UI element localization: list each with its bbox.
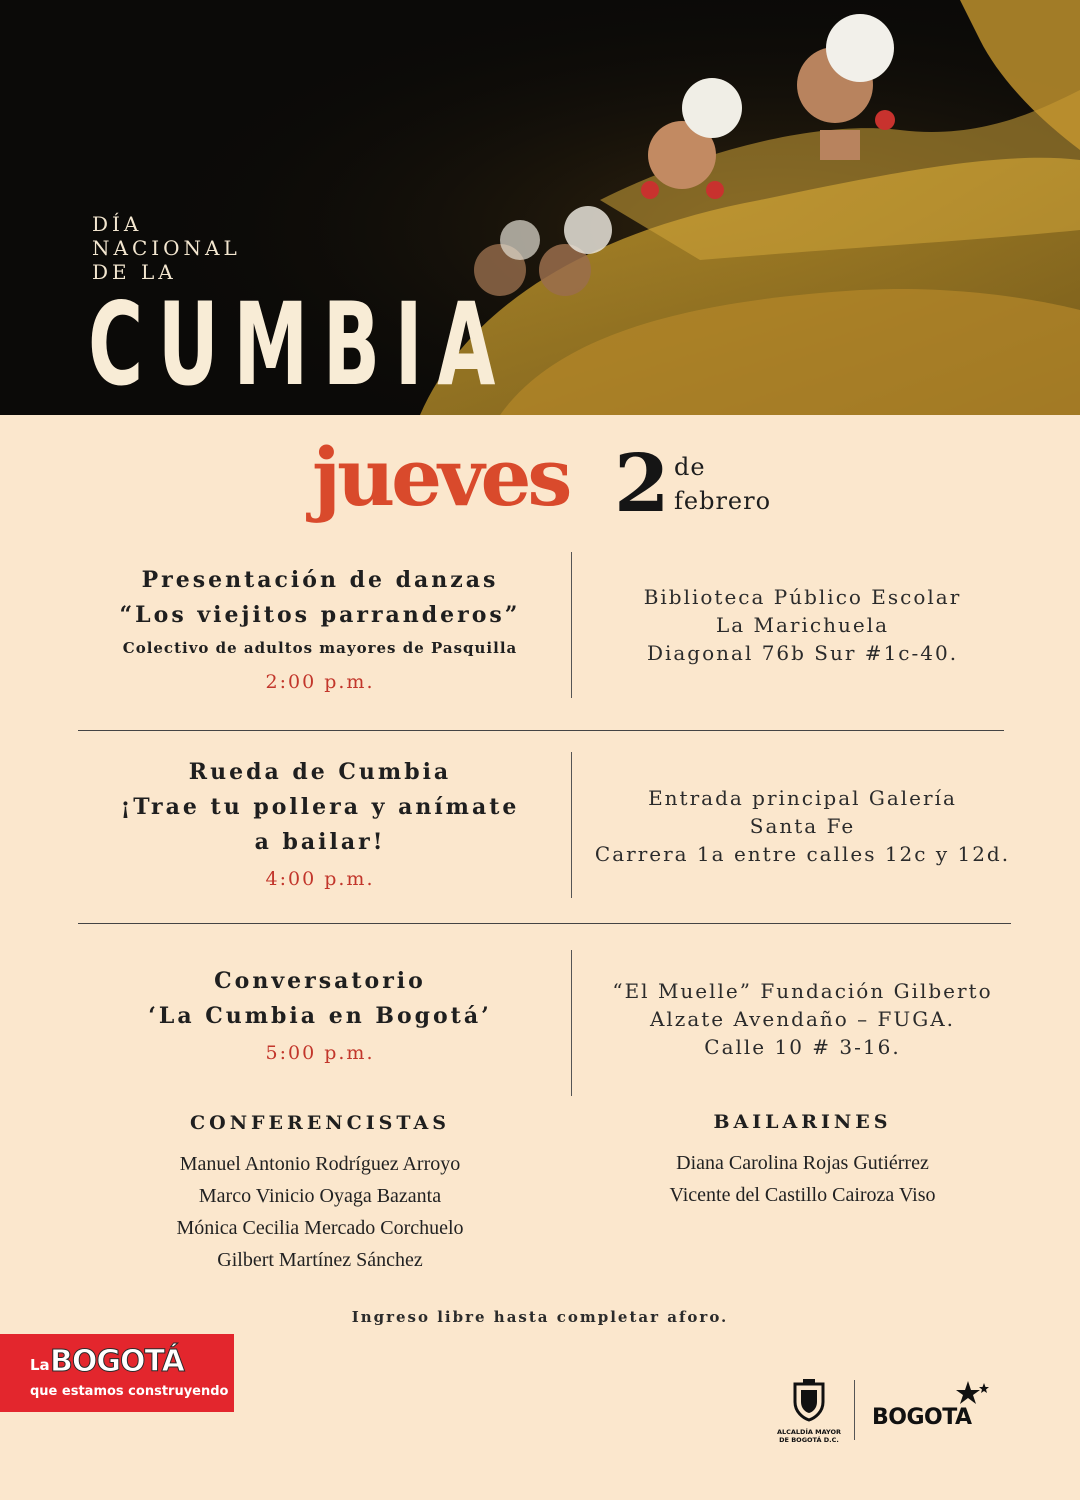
event-place-line: Biblioteca Público Escolar bbox=[643, 585, 962, 609]
date-month bbox=[674, 450, 771, 518]
alcaldia-text bbox=[772, 1428, 846, 1444]
pre-title-line: NACIONAL bbox=[92, 236, 241, 260]
dancer-name: Vicente del Castillo Cairoza Viso bbox=[669, 1184, 936, 1206]
date-month-line: de bbox=[674, 453, 706, 481]
event-subtitle: Colectivo de adultos mayores de Pasquilla bbox=[122, 639, 518, 657]
event-place-line: La Marichuela bbox=[715, 613, 890, 637]
badge-tagline: que estamos construyendo bbox=[30, 1384, 229, 1399]
coat-of-arms-icon bbox=[789, 1378, 829, 1422]
event-title-line: Presentación de danzas bbox=[141, 567, 499, 593]
page-title: CUMBIA bbox=[88, 278, 510, 411]
event-title-line: ¡Trae tu pollera y anímate bbox=[120, 794, 520, 820]
column-divider bbox=[571, 552, 572, 698]
date-month-line: febrero bbox=[674, 487, 772, 515]
event-2-info bbox=[70, 755, 570, 896]
event-title-line: Rueda de Cumbia bbox=[188, 759, 452, 785]
alcaldia-line: DE BOGOTÁ D.C. bbox=[779, 1436, 839, 1444]
speakers-list bbox=[110, 1148, 530, 1276]
speaker-name: Marco Vinicio Oyaga Bazanta bbox=[198, 1185, 442, 1207]
date-weekday: jueves bbox=[312, 430, 569, 524]
event-1-info bbox=[70, 563, 570, 699]
event-place-line: “El Muelle” Fundación Gilberto bbox=[612, 979, 993, 1003]
event-place-line: Santa Fe bbox=[749, 814, 856, 838]
event-time: 4:00 p.m. bbox=[265, 868, 375, 890]
dancer-name: Diana Carolina Rojas Gutiérrez bbox=[676, 1152, 929, 1174]
pre-title-line: DE LA bbox=[92, 260, 177, 284]
speaker-name: Mónica Cecilia Mercado Corchuelo bbox=[176, 1217, 464, 1239]
event-place-line: Diagonal 76b Sur #1c-40. bbox=[646, 641, 959, 665]
alcaldia-logo bbox=[772, 1378, 846, 1444]
event-place-line: Carrera 1a entre calles 12c y 12d. bbox=[594, 842, 1011, 866]
pre-title bbox=[92, 212, 241, 284]
event-title-line: a bailar! bbox=[254, 829, 386, 855]
speakers-heading: CONFERENCISTAS bbox=[190, 1112, 450, 1134]
bogota-brand-text: BOGOTA bbox=[872, 1405, 972, 1430]
event-place-line: Calle 10 # 3-16. bbox=[704, 1035, 901, 1059]
event-title-line: “Los viejitos parranderos” bbox=[119, 602, 521, 628]
event-time: 2:00 p.m. bbox=[265, 671, 375, 693]
dancers-section bbox=[600, 1109, 1005, 1211]
event-place-line: Entrada principal Galería bbox=[648, 786, 957, 810]
event-2-place bbox=[580, 784, 1025, 868]
dancers-heading: BAILARINES bbox=[713, 1111, 892, 1133]
badge-la: La bbox=[30, 1356, 50, 1374]
date-day-number: 2 bbox=[614, 436, 670, 530]
logo-divider bbox=[854, 1380, 855, 1440]
row-divider bbox=[78, 923, 1011, 924]
event-3-place bbox=[580, 977, 1025, 1061]
event-place-line: Alzate Avendaño – FUGA. bbox=[649, 1007, 956, 1031]
row-divider bbox=[78, 730, 1004, 731]
footer-note: Ingreso libre hasta completar aforo. bbox=[351, 1308, 729, 1326]
event-title-line: Conversatorio bbox=[214, 968, 426, 994]
speaker-name: Manuel Antonio Rodríguez Arroyo bbox=[179, 1153, 461, 1175]
star-icon bbox=[954, 1379, 990, 1409]
speakers-section bbox=[110, 1110, 530, 1276]
event-1-place bbox=[580, 583, 1025, 667]
bogota-brand-logo bbox=[872, 1405, 972, 1430]
event-time: 5:00 p.m. bbox=[265, 1042, 375, 1064]
header-photo bbox=[0, 0, 1080, 415]
badge-city: BOGOTÁ bbox=[50, 1344, 184, 1379]
column-divider bbox=[571, 752, 572, 898]
event-3-info bbox=[70, 964, 570, 1070]
dancers-list bbox=[600, 1147, 1005, 1211]
alcaldia-line: ALCALDÍA MAYOR bbox=[776, 1428, 842, 1436]
pre-title-line: DÍA bbox=[92, 212, 143, 236]
event-title-line: ‘La Cumbia en Bogotá’ bbox=[148, 1003, 492, 1029]
column-divider bbox=[571, 950, 572, 1096]
speaker-name: Gilbert Martínez Sánchez bbox=[217, 1249, 423, 1271]
campaign-badge bbox=[0, 1334, 234, 1412]
